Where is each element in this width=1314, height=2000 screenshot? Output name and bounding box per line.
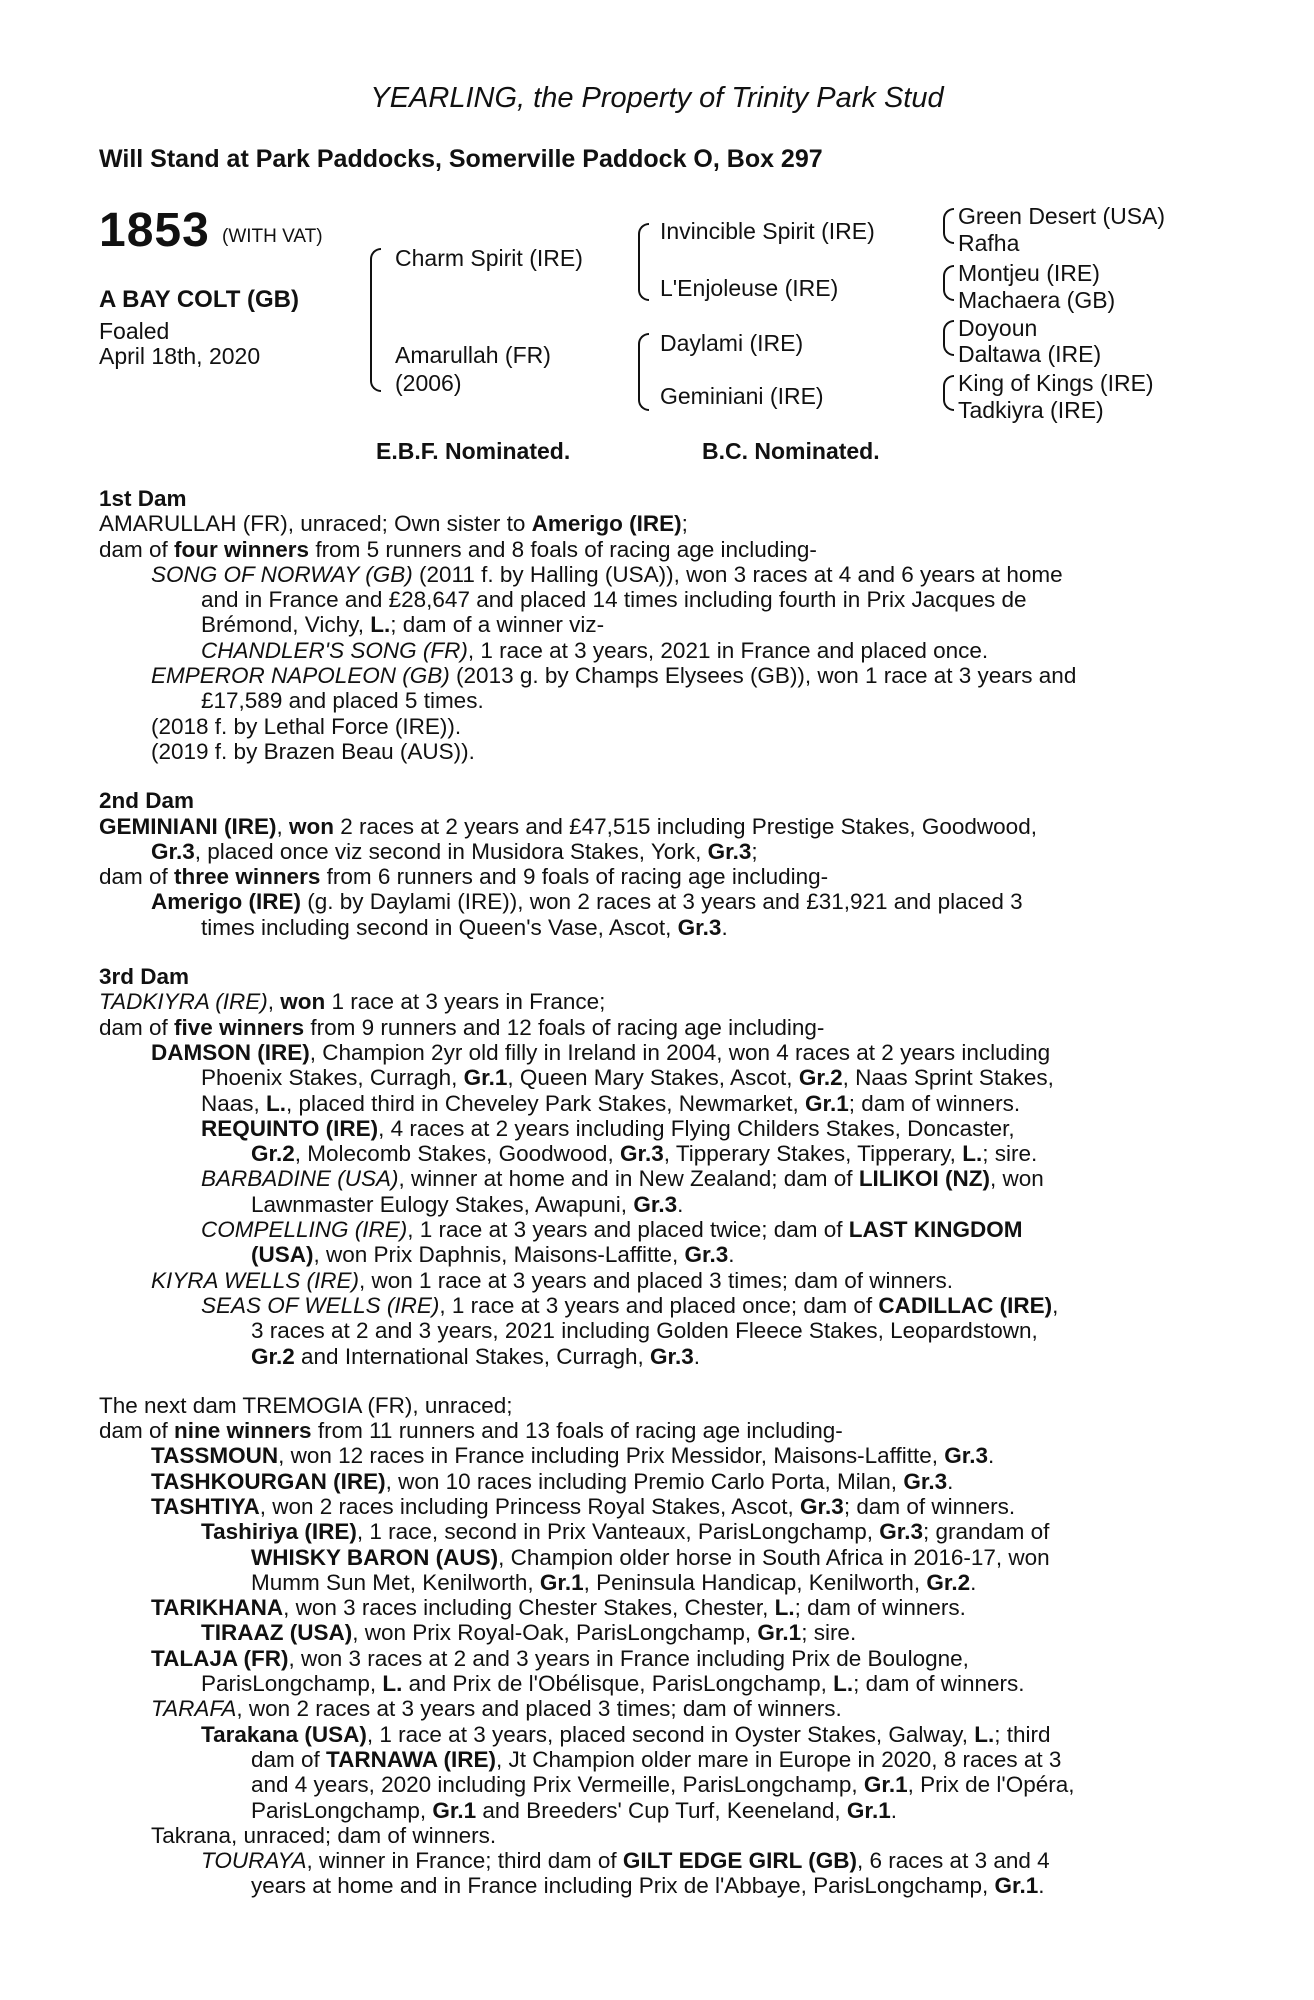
body-line: TIRAAZ (USA), won Prix Royal-Oak, ParisLongchamp, Gr.1; sire. (201, 1620, 857, 1646)
body-line: TARAFA, won 2 races at 3 years and placed 3 times; dam of winners. (151, 1696, 842, 1722)
body-line: times including second in Queen's Vase, Ascot, Gr.3. (201, 914, 728, 940)
body-line: TARIKHANA, won 3 races including Chester Stakes, Chester, L.; dam of winners. (151, 1595, 966, 1621)
third-dam-heading: 3rd Dam (99, 964, 190, 990)
dam: Amarullah (FR) (395, 342, 551, 368)
catalogue-body (99, 486, 1219, 1899)
ancestor-2: Rafha (958, 230, 1020, 256)
body-line: Tashiriya (IRE), 1 race, second in Prix Vanteaux, ParisLongchamp, Gr.3; grandam of (201, 1519, 1050, 1545)
ancestor-7: King of Kings (IRE) (958, 370, 1154, 396)
body-line: 3 races at 2 and 3 years, 2021 including Golden Fleece Stakes, Leopardstown, (251, 1318, 1038, 1344)
bc-nomination: B.C. Nominated. (702, 438, 880, 464)
first-dam-heading: 1st Dam (99, 486, 187, 511)
body-line: and 4 years, 2020 including Prix Vermeille, ParisLongchamp, Gr.1, Prix de l'Opéra, (251, 1772, 1075, 1798)
body-line: £17,589 and placed 5 times. (201, 688, 484, 714)
body-line: (2019 f. by Brazen Beau (AUS)). (151, 738, 475, 764)
body-line: Naas, L., placed third in Cheveley Park Stakes, Newmarket, Gr.1; dam of winners. (201, 1090, 1021, 1116)
second-dam-heading: 2nd Dam (99, 788, 195, 814)
pedigree-brace (943, 320, 954, 356)
body-line: (2018 f. by Lethal Force (IRE)). (151, 713, 462, 739)
body-line: (USA), won Prix Daphnis, Maisons-Laffitte, Gr.3. (251, 1242, 735, 1268)
body-line: AMARULLAH (FR), unraced; Own sister to Amerigo (IRE); (99, 511, 688, 537)
body-line: Phoenix Stakes, Curragh, Gr.1, Queen Mary Stakes, Ascot, Gr.2, Naas Sprint Stakes, (201, 1065, 1054, 1091)
body-line: SEAS OF WELLS (IRE), 1 race at 3 years and placed once; dam of CADILLAC (IRE), (201, 1292, 1059, 1318)
vat-note: (WITH VAT) (222, 226, 323, 247)
body-line: Takrana, unraced; dam of winners. (151, 1822, 497, 1848)
body-line: ParisLongchamp, Gr.1 and Breeders' Cup Turf, Keeneland, Gr.1. (251, 1797, 897, 1823)
pedigree-brace (943, 208, 954, 244)
body-line: TASHTIYA, won 2 races including Princess Royal Stakes, Ascot, Gr.3; dam of winners. (151, 1493, 1016, 1519)
ancestor-4: Machaera (GB) (958, 287, 1116, 313)
ancestor-1: Green Desert (USA) (958, 203, 1166, 229)
body-line: Gr.3, placed once viz second in Musidora Stakes, York, Gr.3; (151, 838, 758, 864)
pedigree-brace (943, 375, 954, 411)
body-line: dam of five winners from 9 runners and 12 foals of racing age including- (99, 1014, 825, 1040)
body-line: ParisLongchamp, L. and Prix de l'Obélisque, ParisLongchamp, L.; dam of winners. (201, 1671, 1025, 1697)
stand-location: Will Stand at Park Paddocks, Somerville Paddock O, Box 297 (99, 145, 823, 173)
dam-dam: Geminiani (IRE) (660, 383, 824, 409)
body-line: dam of nine winners from 11 runners and 13 foals of racing age including- (99, 1418, 843, 1444)
sire: Charm Spirit (IRE) (395, 245, 583, 271)
pedigree-brace (943, 265, 954, 301)
body-line: CHANDLER'S SONG (FR), 1 race at 3 years, 2021 in France and placed once. (201, 637, 989, 663)
ancestor-3: Montjeu (IRE) (958, 260, 1100, 286)
ancestor-8: Tadkiyra (IRE) (958, 397, 1104, 423)
lot-number: 1853 (99, 204, 210, 257)
body-line: Mumm Sun Met, Kenilworth, Gr.1, Peninsula Handicap, Kenilworth, Gr.2. (251, 1569, 977, 1595)
lot-description: A BAY COLT (GB) (99, 286, 300, 313)
body-line: dam of three winners from 6 runners and 9 foals of racing age including- (99, 864, 829, 890)
body-line: and in France and £28,647 and placed 14 times including fourth in Prix Jacques de (201, 587, 1027, 613)
body-line: DAMSON (IRE), Champion 2yr old filly in Ireland in 2004, won 4 races at 2 years including (151, 1039, 1051, 1065)
body-line: BARBADINE (USA), winner at home and in New Zealand; dam of LILIKOI (NZ), won (201, 1166, 1044, 1192)
sire-dam: L'Enjoleuse (IRE) (660, 275, 839, 301)
dam-year: (2006) (395, 370, 462, 396)
body-line: Gr.2 and International Stakes, Curragh, Gr.3. (251, 1343, 701, 1369)
body-line: EMPEROR NAPOLEON (GB) (2013 g. by Champs Elysees (GB)), won 1 race at 3 years and (151, 663, 1077, 689)
sire-sire: Invincible Spirit (IRE) (660, 218, 875, 244)
body-line: Tarakana (USA), 1 race at 3 years, placed second in Oyster Stakes, Galway, L.; third (201, 1721, 1051, 1747)
ancestor-6: Daltawa (IRE) (958, 341, 1102, 367)
dam-sire: Daylami (IRE) (660, 330, 804, 356)
body-line: Amerigo (IRE) (g. by Daylami (IRE)), won 2 races at 3 years and £31,921 and placed 3 (151, 889, 1023, 915)
next-dam-line: The next dam TREMOGIA (FR), unraced; (99, 1392, 513, 1418)
body-line: dam of TARNAWA (IRE), Jt Champion older mare in Europe in 2020, 8 races at 3 (251, 1746, 1062, 1772)
body-line: TASHKOURGAN (IRE), won 10 races including Premio Carlo Porta, Milan, Gr.3. (151, 1468, 954, 1494)
body-line: SONG OF NORWAY (GB) (2011 f. by Halling (USA)), won 3 races at 4 and 6 years at home (151, 561, 1063, 587)
foaled-date: April 18th, 2020 (99, 343, 261, 369)
body-line: TASSMOUN, won 12 races in France including Prix Messidor, Maisons-Laffitte, Gr.3. (151, 1443, 995, 1469)
catalogue-header: YEARLING, the Property of Trinity Park Stud (370, 82, 944, 114)
body-line: Gr.2, Molecomb Stakes, Goodwood, Gr.3, Tipperary Stakes, Tipperary, L.; sire. (251, 1141, 1038, 1167)
body-line: REQUINTO (IRE), 4 races at 2 years including Flying Childers Stakes, Doncaster, (201, 1115, 1015, 1141)
body-line: GEMINIANI (IRE), won 2 races at 2 years and £47,515 including Prestige Stakes, Goodwood, (99, 813, 1037, 839)
foaled-label: Foaled (99, 318, 170, 344)
pedigree-brace (370, 248, 381, 392)
body-line: TALAJA (FR), won 3 races at 2 and 3 years in France including Prix de Boulogne, (151, 1645, 969, 1671)
pedigree-brace (638, 333, 649, 411)
body-line: years at home and in France including Prix de l'Abbaye, ParisLongchamp, Gr.1. (251, 1873, 1045, 1899)
body-line: WHISKY BARON (AUS), Champion older horse in South Africa in 2016-17, won (251, 1544, 1050, 1570)
ebf-nomination: E.B.F. Nominated. (376, 438, 571, 464)
body-line: KIYRA WELLS (IRE), won 1 race at 3 years and placed 3 times; dam of winners. (151, 1267, 954, 1293)
body-line: TOURAYA, winner in France; third dam of GILT EDGE GIRL (GB), 6 races at 3 and 4 (201, 1848, 1050, 1874)
body-line: Brémond, Vichy, L.; dam of a winner viz- (201, 612, 605, 638)
ancestor-5: Doyoun (958, 315, 1038, 341)
body-line: Lawnmaster Eulogy Stakes, Awapuni, Gr.3. (251, 1191, 684, 1217)
body-line: dam of four winners from 5 runners and 8 foals of racing age including- (99, 536, 817, 562)
body-line: TADKIYRA (IRE), won 1 race at 3 years in France; (99, 989, 606, 1015)
body-line: COMPELLING (IRE), 1 race at 3 years and placed twice; dam of LAST KINGDOM (201, 1217, 1023, 1243)
pedigree-brace (638, 223, 649, 301)
